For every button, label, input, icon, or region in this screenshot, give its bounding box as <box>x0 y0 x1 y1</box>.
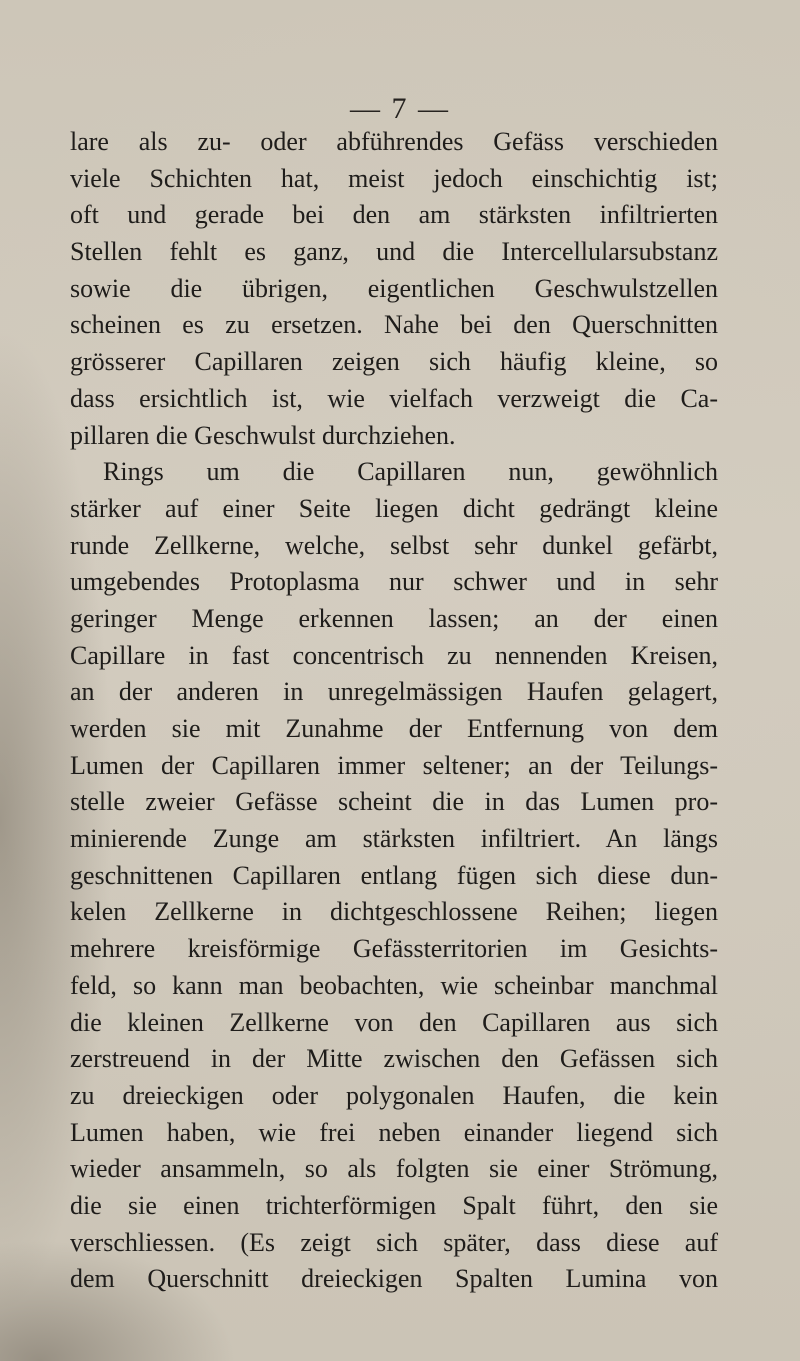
text-line: stärker auf einer Seite liegen dicht gedrängt kleine <box>70 493 718 523</box>
text-line: runde Zellkerne, welche, selbst sehr dunkel gefärbt, <box>70 530 718 560</box>
text-line: umgebendes Protoplasma nur schwer und in sehr <box>70 567 718 597</box>
text-line: werden sie mit Zunahme der Entfernung von dem <box>70 714 718 743</box>
text-line: grösserer Capillaren zeigen sich häufig kleine, so <box>70 347 718 377</box>
text-line: mehrere kreisförmige Gefässterritorien im Gesichts- <box>70 934 718 964</box>
text-line: minierende Zunge am stärksten infiltriert. An längs <box>70 824 718 854</box>
text-line: Lumen der Capillaren immer seltener; an der Teilungs- <box>70 750 718 780</box>
text-line: feld, so kann man beobachten, wie scheinbar manchmal <box>70 970 718 1000</box>
text-line: stelle zweier Gefässe scheint die in das Lumen pro- <box>70 787 718 817</box>
text-line: die kleinen Zellkerne von den Capillaren aus sich <box>70 1007 718 1037</box>
text-line: wieder ansammeln, so als folgten sie einer Strömung, <box>70 1154 718 1184</box>
text-line: viele Schichten hat, meist jedoch einschichtig ist; <box>70 163 718 193</box>
text-line: scheinen es zu ersetzen. Nahe bei den Querschnitten <box>70 310 718 340</box>
paragraph-start-line: Rings um die Capillaren nun, gewöhnlich <box>103 457 718 487</box>
text-line: dass ersichtlich ist, wie vielfach verzweigt die Ca- <box>70 383 718 413</box>
page-number: — 7 — <box>350 92 450 125</box>
text-line: dem Querschnitt dreieckigen Spalten Lumina von <box>70 1264 718 1294</box>
text-line: geschnittenen Capillaren entlang fügen sich diese dun- <box>70 860 718 890</box>
text-line: pillaren die Geschwulst durchziehen. <box>70 420 456 450</box>
text-line: oft und gerade bei den am stärksten infiltrierten <box>70 200 718 230</box>
text-line: die sie einen trichterförmigen Spalt führt, den sie <box>70 1190 718 1220</box>
page-body-text <box>70 124 718 1298</box>
text-line: kelen Zellkerne in dichtgeschlossene Reihen; liegen <box>70 897 718 927</box>
text-line: an der anderen in unregelmässigen Haufen gelagert, <box>70 677 718 707</box>
text-line: verschliessen. (Es zeigt sich später, dass diese auf <box>70 1227 718 1257</box>
text-line: geringer Menge erkennen lassen; an der einen <box>70 603 718 633</box>
text-line: zerstreuend in der Mitte zwischen den Gefässen sich <box>70 1044 718 1074</box>
text-line: Stellen fehlt es ganz, und die Intercellularsubstanz <box>70 237 718 267</box>
text-line: sowie die übrigen, eigentlichen Geschwulstzellen <box>70 273 718 303</box>
text-line: Lumen haben, wie frei neben einander liegend sich <box>70 1117 718 1147</box>
text-line: Capillare in fast concentrisch zu nennenden Kreisen, <box>70 640 718 670</box>
text-line: lare als zu- oder abführendes Gefäss verschieden <box>70 127 718 156</box>
text-line: zu dreieckigen oder polygonalen Haufen, die kein <box>70 1080 718 1110</box>
